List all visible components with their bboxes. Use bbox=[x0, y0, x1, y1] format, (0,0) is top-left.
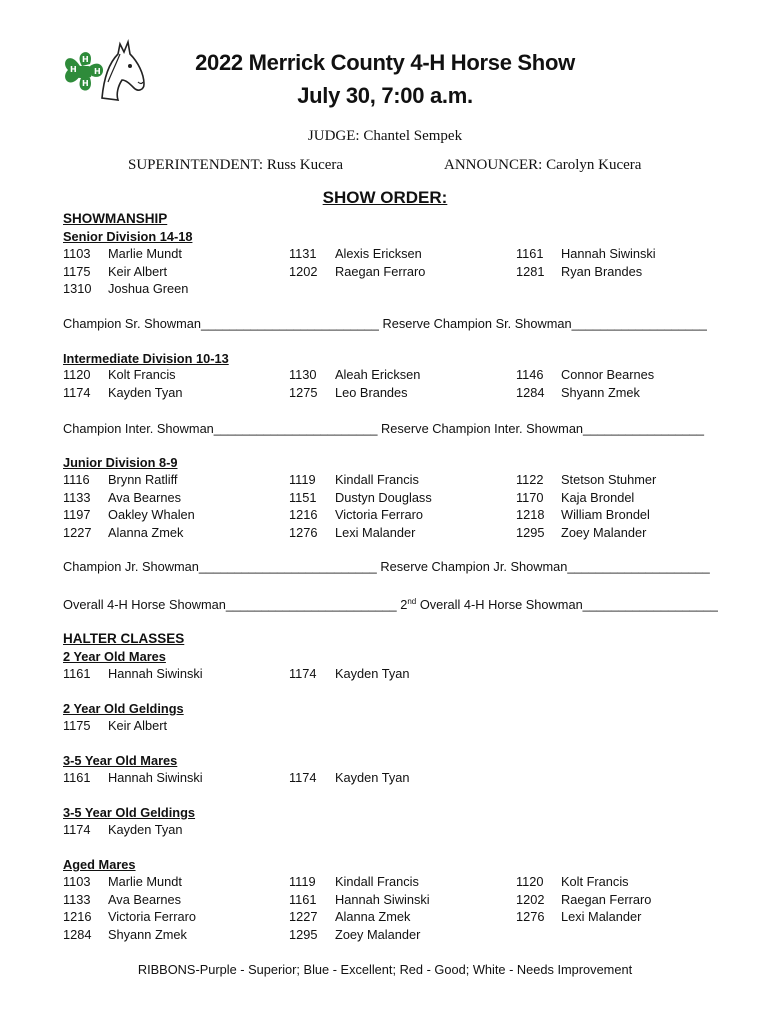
entry-name: Lexi Malander bbox=[561, 909, 642, 924]
senior-champion-line: Champion Sr. Showman_________________________ Reserve Champion Sr. Showman___________________ bbox=[63, 316, 707, 331]
entry-name: Alanna Zmek bbox=[335, 909, 411, 924]
two-year-mares-heading: 2 Year Old Mares bbox=[63, 649, 166, 664]
entry-name: William Brondel bbox=[561, 507, 650, 522]
entry-name: Kayden Tyan bbox=[335, 666, 410, 681]
entry-number: 1103 bbox=[63, 246, 91, 261]
show-order-heading: SHOW ORDER: bbox=[322, 188, 448, 207]
halter-classes-heading: HALTER CLASSES bbox=[63, 631, 185, 646]
entry-name: Keir Albert bbox=[108, 718, 168, 733]
entry-number: 1133 bbox=[63, 489, 91, 505]
entry-name: Kayden Tyan bbox=[108, 384, 183, 400]
entry-number: 1216 bbox=[63, 909, 92, 924]
overall-showman-line bbox=[63, 593, 718, 613]
entry-name: Alexis Ericksen bbox=[335, 246, 422, 261]
entry-number: 1120 bbox=[63, 367, 91, 382]
entry-number: 1218 bbox=[516, 507, 545, 522]
entry-name: Zoey Malander bbox=[335, 926, 421, 942]
aged-mares-heading: Aged Mares bbox=[63, 857, 136, 872]
entry-number: 1174 bbox=[63, 384, 91, 400]
entry-number: 1119 bbox=[289, 874, 316, 889]
entry-number: 1170 bbox=[516, 489, 544, 505]
entry-number: 1197 bbox=[63, 507, 91, 522]
entry-number: 1310 bbox=[63, 281, 92, 296]
entry-number: 1161 bbox=[63, 666, 91, 681]
entry-number: 1227 bbox=[289, 909, 318, 924]
entry-name: Connor Bearnes bbox=[561, 367, 655, 382]
entry-name: Marlie Mundt bbox=[108, 246, 182, 261]
entry-number: 1161 bbox=[63, 770, 91, 785]
entry-name: Leo Brandes bbox=[335, 384, 408, 400]
entry-number: 1295 bbox=[289, 926, 318, 942]
entry-number: 1174 bbox=[289, 770, 317, 785]
second-overall-label: Overall 4-H Horse Showman___________________ bbox=[416, 597, 718, 612]
entry-number: 1130 bbox=[289, 367, 317, 382]
entry-number: 1227 bbox=[63, 524, 92, 540]
entry-name: Aleah Ericksen bbox=[335, 367, 421, 382]
entry-number: 1119 bbox=[289, 472, 316, 487]
entry-number: 1131 bbox=[289, 246, 317, 261]
entry-number: 1122 bbox=[516, 472, 544, 487]
entry-name: Alanna Zmek bbox=[108, 524, 184, 540]
entry-number: 1175 bbox=[63, 718, 91, 733]
entry-name: Victoria Ferraro bbox=[108, 909, 196, 924]
three-five-geldings-heading: 3-5 Year Old Geldings bbox=[63, 805, 196, 820]
page-subtitle-date: July 30, 7:00 a.m. bbox=[297, 83, 473, 108]
entry-number: 1284 bbox=[63, 926, 92, 942]
entry-name: Kaja Brondel bbox=[561, 489, 635, 505]
superintendent-line: SUPERINTENDENT: Russ Kucera bbox=[128, 157, 344, 173]
showmanship-heading: SHOWMANSHIP bbox=[63, 211, 168, 226]
three-five-mares-heading: 3-5 Year Old Mares bbox=[63, 753, 178, 768]
entry-name: Shyann Zmek bbox=[561, 384, 640, 400]
entry-name: Kindall Francis bbox=[335, 874, 419, 889]
entry-name: Zoey Malander bbox=[561, 524, 647, 540]
entry-number: 1133 bbox=[63, 891, 91, 907]
judge-line: JUDGE: Chantel Sempek bbox=[307, 128, 463, 144]
entry-name: Shyann Zmek bbox=[108, 926, 187, 942]
entry-name: Ava Bearnes bbox=[108, 891, 182, 907]
entry-name: Hannah Siwinski bbox=[108, 770, 203, 785]
entry-number: 1216 bbox=[289, 507, 318, 522]
entry-number: 1175 bbox=[63, 263, 91, 279]
announcer-line: ANNOUNCER: Carolyn Kucera bbox=[444, 157, 642, 173]
entry-name: Lexi Malander bbox=[335, 524, 416, 540]
entry-number: 1202 bbox=[516, 891, 545, 907]
entry-number: 1276 bbox=[516, 909, 545, 924]
entry-name: Ryan Brandes bbox=[561, 263, 643, 279]
entry-name: Brynn Ratliff bbox=[108, 472, 178, 487]
entry-name: Keir Albert bbox=[108, 263, 168, 279]
entry-name: Kindall Francis bbox=[335, 472, 419, 487]
entry-number: 1276 bbox=[289, 524, 318, 540]
overall-showman-label: Overall 4-H Horse Showman________________________ bbox=[63, 597, 401, 612]
entry-name: Stetson Stuhmer bbox=[561, 472, 657, 487]
entry-name: Kayden Tyan bbox=[335, 770, 410, 785]
senior-division-heading: Senior Division 14-18 bbox=[63, 229, 193, 244]
entry-number: 1295 bbox=[516, 524, 545, 540]
two-year-geldings-heading: 2 Year Old Geldings bbox=[63, 701, 184, 716]
entry-name: Raegan Ferraro bbox=[561, 891, 652, 907]
entry-name: Dustyn Douglass bbox=[335, 489, 432, 505]
intermediate-division-heading: Intermediate Division 10-13 bbox=[63, 351, 229, 366]
intermediate-champion-line: Champion Inter. Showman_______________________ Reserve Champion Inter. Showman_________________ bbox=[63, 421, 705, 436]
junior-division-heading: Junior Division 8-9 bbox=[63, 455, 178, 470]
entry-number: 1116 bbox=[63, 472, 90, 487]
entry-name: Hannah Siwinski bbox=[335, 891, 430, 907]
entry-number: 1161 bbox=[289, 891, 317, 907]
entry-name: Hannah Siwinski bbox=[561, 246, 656, 261]
entry-number: 1174 bbox=[289, 666, 317, 681]
entry-name: Oakley Whalen bbox=[108, 507, 195, 522]
entry-name: Marlie Mundt bbox=[108, 874, 182, 889]
entry-name: Kolt Francis bbox=[108, 367, 176, 382]
junior-champion-line: Champion Jr. Showman_________________________ Reserve Champion Jr. Showman____________________ bbox=[63, 559, 710, 574]
entry-number: 1275 bbox=[289, 384, 318, 400]
svg-text:H: H bbox=[94, 67, 101, 76]
second-overall-suffix: nd bbox=[407, 597, 417, 606]
entry-name: Hannah Siwinski bbox=[108, 666, 203, 681]
entry-number: 1281 bbox=[516, 263, 545, 279]
entry-name: Joshua Green bbox=[108, 281, 189, 296]
entry-number: 1120 bbox=[516, 874, 544, 889]
svg-text:H: H bbox=[82, 79, 89, 88]
entry-number: 1174 bbox=[63, 822, 91, 837]
second-overall-number: 2 bbox=[400, 597, 408, 612]
entry-name: Kayden Tyan bbox=[108, 822, 183, 837]
entry-number: 1103 bbox=[63, 874, 91, 889]
entry-name: Raegan Ferraro bbox=[335, 263, 426, 279]
entry-number: 1151 bbox=[289, 489, 317, 505]
page-title: 2022 Merrick County 4-H Horse Show bbox=[195, 50, 575, 75]
entry-number: 1284 bbox=[516, 384, 545, 400]
entry-number: 1202 bbox=[289, 263, 318, 279]
entry-number: 1161 bbox=[516, 246, 544, 261]
entry-name: Kolt Francis bbox=[561, 874, 629, 889]
svg-text:H: H bbox=[70, 65, 77, 74]
svg-text:H: H bbox=[82, 55, 89, 64]
entry-number: 1146 bbox=[516, 367, 544, 382]
ribbons-footer: RIBBONS-Purple - Superior; Blue - Excellent; Red - Good; White - Needs Improvement bbox=[137, 962, 633, 977]
entry-name: Victoria Ferraro bbox=[335, 507, 423, 522]
entry-name: Ava Bearnes bbox=[108, 489, 182, 505]
